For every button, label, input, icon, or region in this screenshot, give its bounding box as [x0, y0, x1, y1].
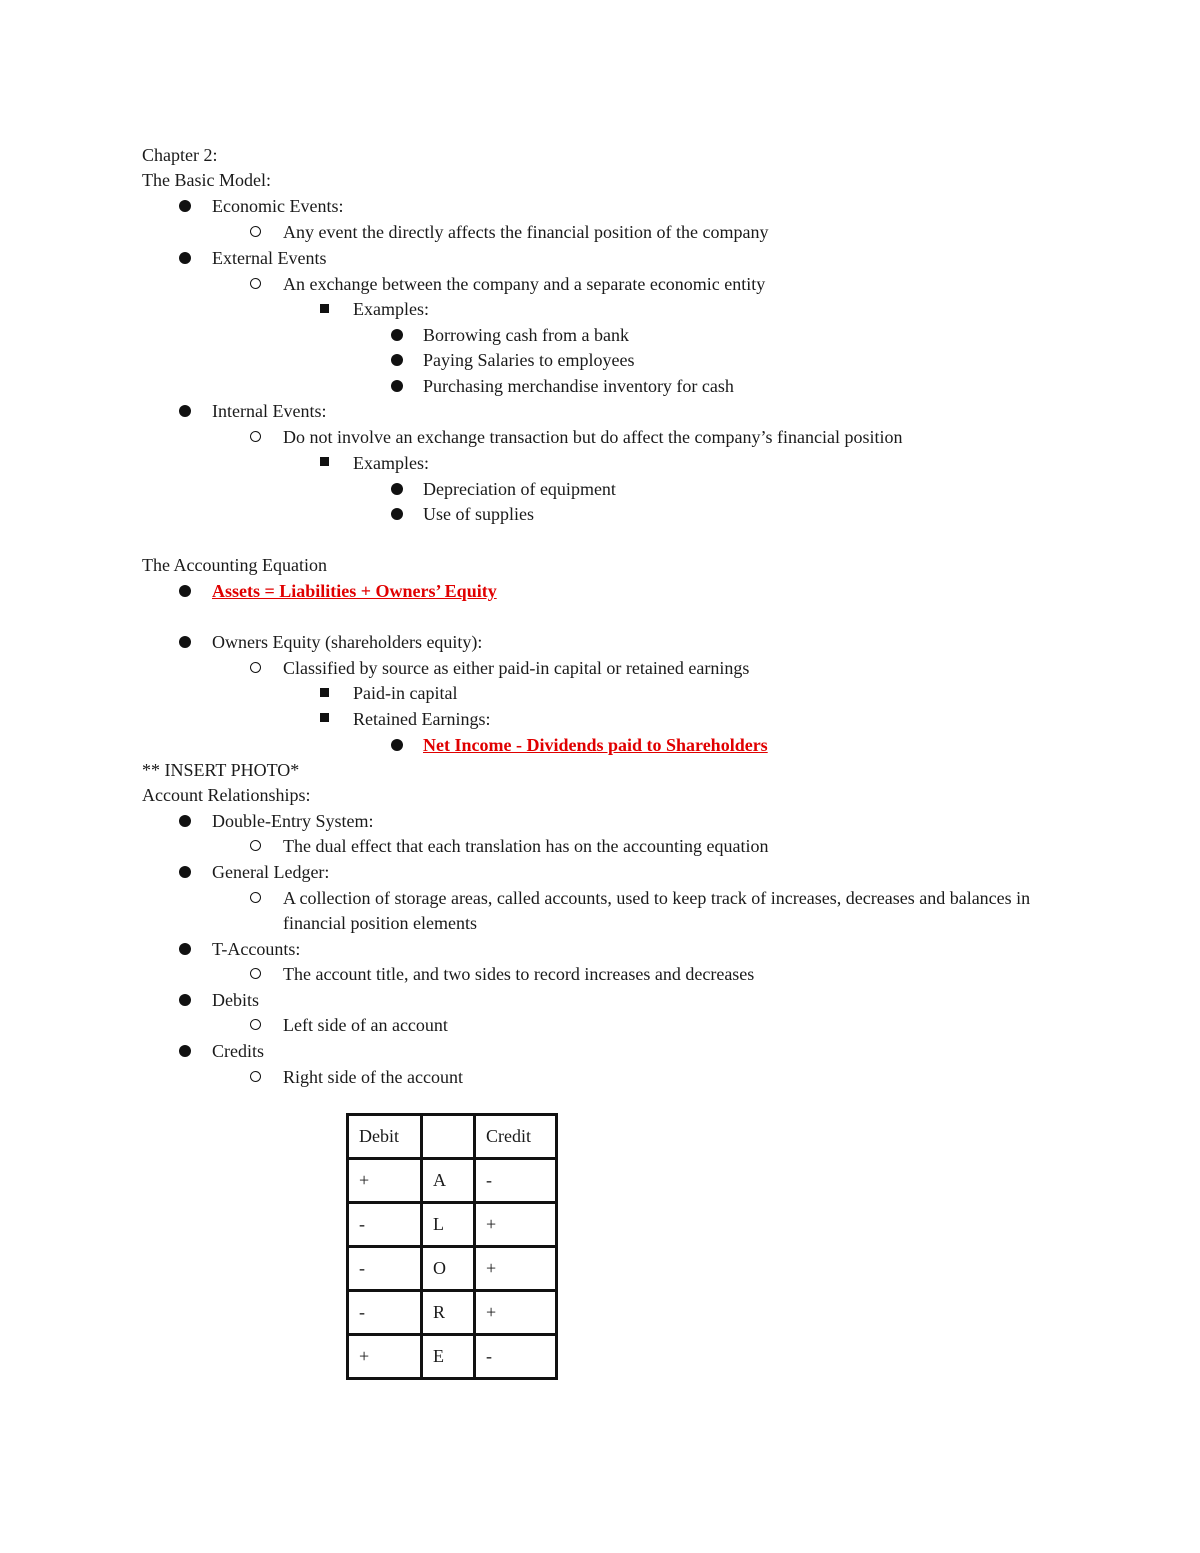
list-item-internal-def: Do not involve an exchange transaction but do affect the company’s financial position	[283, 427, 903, 447]
section-title-basic-model: The Basic Model:	[142, 170, 271, 190]
list-item-external-examples-label: Examples:	[353, 299, 429, 319]
list-item-economic-def: Any event the directly affects the financial position of the company	[283, 222, 769, 242]
bullet-hollow-icon	[250, 278, 261, 289]
table-cell: O	[422, 1247, 475, 1291]
table-header-cell	[422, 1115, 475, 1159]
table-header-row	[348, 1115, 557, 1159]
list-item-double-entry: Double-Entry System:	[212, 811, 374, 831]
retained-earnings-formula: Net Income - Dividends paid to Shareholders	[423, 735, 768, 755]
accounting-equation-formula: Assets = Liabilities + Owners’ Equity	[212, 581, 497, 601]
bullet-filled-icon	[179, 815, 191, 827]
bullet-filled-icon	[179, 1045, 191, 1057]
list-item-example: Depreciation of equipment	[423, 479, 616, 499]
bullet-hollow-icon	[250, 1071, 261, 1082]
table-cell: +	[348, 1159, 422, 1203]
bullet-filled-icon	[391, 483, 403, 495]
table-cell: +	[475, 1203, 557, 1247]
list-item-internal-examples-label: Examples:	[353, 453, 429, 473]
list-item-debits-def: Left side of an account	[283, 1015, 448, 1035]
list-item-internal-events: Internal Events:	[212, 401, 327, 421]
section-title-account-relationships: Account Relationships:	[142, 785, 311, 805]
bullet-filled-icon	[391, 380, 403, 392]
list-item-general-ledger-def-continued: financial position elements	[283, 913, 477, 933]
table-cell: L	[422, 1203, 475, 1247]
list-item-external-events: External Events	[212, 248, 327, 268]
bullet-filled-icon	[179, 994, 191, 1006]
list-item-retained: Retained Earnings:	[353, 709, 491, 729]
table-cell: -	[348, 1247, 422, 1291]
bullet-hollow-icon	[250, 1019, 261, 1030]
bullet-filled-icon	[179, 200, 191, 212]
bullet-filled-icon	[391, 508, 403, 520]
bullet-hollow-icon	[250, 226, 261, 237]
list-item-example: Purchasing merchandise inventory for cash	[423, 376, 734, 396]
bullet-filled-icon	[391, 354, 403, 366]
list-item-general-ledger-def: A collection of storage areas, called accounts, used to keep track of increases, decreases and balances in	[283, 888, 1031, 908]
bullet-square-icon	[320, 457, 329, 466]
table-row	[348, 1203, 557, 1247]
bullet-hollow-icon	[250, 840, 261, 851]
table-cell: +	[475, 1291, 557, 1335]
table-cell: +	[475, 1247, 557, 1291]
debit-credit-table	[346, 1113, 558, 1380]
table-row	[348, 1291, 557, 1335]
table-header-cell: Debit	[348, 1115, 422, 1159]
list-item-external-def: An exchange between the company and a separate economic entity	[283, 274, 766, 294]
list-item-classified: Classified by source as either paid-in capital or retained earnings	[283, 658, 750, 678]
bullet-filled-icon	[179, 252, 191, 264]
list-item-paid-in: Paid-in capital	[353, 683, 458, 703]
bullet-filled-icon	[179, 585, 191, 597]
list-item-debits: Debits	[212, 990, 259, 1010]
bullet-filled-icon	[179, 943, 191, 955]
table-header-cell: Credit	[475, 1115, 557, 1159]
bullet-hollow-icon	[250, 431, 261, 442]
bullet-filled-icon	[391, 739, 403, 751]
table-cell: -	[475, 1335, 557, 1379]
list-item-example: Borrowing cash from a bank	[423, 325, 629, 345]
bullet-hollow-icon	[250, 662, 261, 673]
bullet-filled-icon	[179, 866, 191, 878]
bullet-hollow-icon	[250, 892, 261, 903]
list-item-credits: Credits	[212, 1041, 264, 1061]
list-item-double-entry-def: The dual effect that each translation has on the accounting equation	[283, 836, 769, 856]
list-item-general-ledger: General Ledger:	[212, 862, 330, 882]
list-item-example: Use of supplies	[423, 504, 534, 524]
table-cell: E	[422, 1335, 475, 1379]
table-cell: -	[348, 1203, 422, 1247]
table-cell: R	[422, 1291, 475, 1335]
chapter-title: Chapter 2:	[142, 145, 218, 165]
table-cell: A	[422, 1159, 475, 1203]
list-item-t-accounts-def: The account title, and two sides to record increases and decreases	[283, 964, 755, 984]
bullet-filled-icon	[391, 329, 403, 341]
insert-photo-note: ** INSERT PHOTO*	[142, 760, 300, 780]
table-row	[348, 1335, 557, 1379]
table-row	[348, 1159, 557, 1203]
list-item-owners-equity: Owners Equity (shareholders equity):	[212, 632, 483, 652]
bullet-hollow-icon	[250, 968, 261, 979]
table-row	[348, 1247, 557, 1291]
bullet-square-icon	[320, 713, 329, 722]
bullet-square-icon	[320, 304, 329, 313]
section-title-accounting-equation: The Accounting Equation	[142, 555, 327, 575]
bullet-filled-icon	[179, 636, 191, 648]
table-cell: +	[348, 1335, 422, 1379]
list-item-credits-def: Right side of the account	[283, 1067, 463, 1087]
bullet-square-icon	[320, 688, 329, 697]
list-item-t-accounts: T-Accounts:	[212, 939, 301, 959]
list-item-economic-events: Economic Events:	[212, 196, 344, 216]
bullet-filled-icon	[179, 405, 191, 417]
list-item-example: Paying Salaries to employees	[423, 350, 635, 370]
table-cell: -	[475, 1159, 557, 1203]
table-cell: -	[348, 1291, 422, 1335]
